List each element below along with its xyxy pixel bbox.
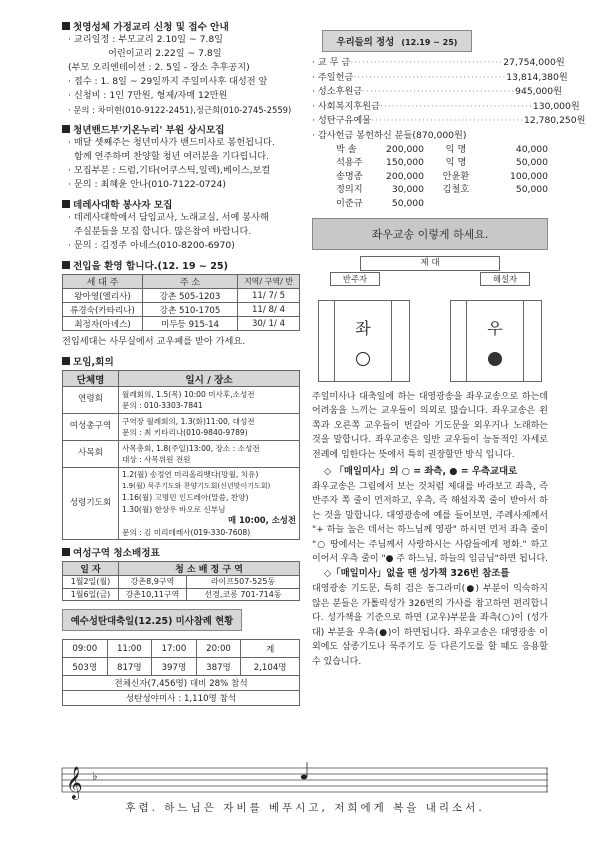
table-cell xyxy=(119,414,300,441)
section-title: 첫영성체 가정교리 신청 및 접수 안내 xyxy=(73,22,229,33)
section-title: 모임,회의 xyxy=(73,357,114,368)
info-line: 주실분들을 모집 합니다. 많은참여 바랍니다. xyxy=(74,226,252,237)
item-amount: 130,000원 xyxy=(532,100,580,112)
section-title: 우리들의 정성 xyxy=(336,37,395,48)
table-cell: 왕아영(엘리사) xyxy=(63,289,143,303)
attendance-table xyxy=(62,639,300,706)
donation-title-box xyxy=(322,30,472,52)
square-bullet-icon xyxy=(62,357,70,365)
group-name: 여성총구역 xyxy=(63,414,119,441)
group-name: 사목회 xyxy=(63,441,119,468)
table-cell: 전체신자(7,456명) 대비 28% 참석 xyxy=(63,676,300,691)
info-line: 어린이교리 2.22일 ~ 7.8일 xyxy=(108,48,222,59)
flat-sign-icon: ♭ xyxy=(92,769,98,783)
table-row xyxy=(63,691,300,706)
table-row xyxy=(63,658,300,676)
subheading: ◇ 「매일미사」의 ○ = 좌측, ● = 우측교대로 xyxy=(324,466,518,478)
section-cleaning xyxy=(62,545,300,601)
table-cell: 11:00 xyxy=(107,640,152,658)
table-cell: 387명 xyxy=(196,658,241,676)
paragraph: 주일미사나 대축일에 하는 대영광송을 좌우교송으로 하는데 어려움을 느끼는 교우들이 의외로 많습니다. 좌우교송은 왼쪽과 오른쪽 교우들이 번갈아 기도문을 외우거나 노래하는 것을 말합니다. 좌우교송은 일반 교우들이 능동적인 자세로 전례에 임한다는 뜻에서 특히 권장할만 방식 입니다. xyxy=(312,392,548,460)
section-youth-band xyxy=(62,122,300,192)
square-bullet-icon xyxy=(62,22,70,30)
period: (12.19 ~ 25) xyxy=(401,38,458,47)
table-cell xyxy=(119,387,300,414)
table-cell: 라이프507-525동 xyxy=(187,576,300,589)
table-cell: 강촌10,11구역 xyxy=(119,588,187,601)
cell-line: 1.9(월) 묵주기도와 찬양기도회(신년맞이기도회) xyxy=(122,481,271,490)
table-row xyxy=(63,289,300,303)
square-bullet-icon xyxy=(62,261,70,269)
item-name: · 주일헌금 xyxy=(312,71,354,83)
table-row xyxy=(63,303,300,317)
cleaning-table xyxy=(62,561,300,601)
giver-amount: 30,000 xyxy=(391,184,424,195)
item-name: · 성탄구유예물 xyxy=(312,115,372,126)
section-first-communion xyxy=(62,19,300,117)
commentator-label: 해설자 xyxy=(480,272,530,286)
info-line: · 문의 : 차미현(010-9122-2451),정근희(010-2745-2559) xyxy=(68,105,292,115)
note-icon xyxy=(301,775,307,780)
giver-amount: 100,000 xyxy=(510,170,548,182)
paragraph: 좌우교송은 그림에서 보는 것처럼 제대를 바라보고 좌측, 즉 반주자 쪽 줄이 먼저하고, 우측, 즉 해설자쪽 줄이 받아서 하는 것을 말합니다. 대영광송에 예를 들어보면, 주례사제께서 "+ 하늘 높은 데서는 하느님께 영광" 하시면 먼저 좌측 줄이 "○ 땅에서는 주님께서 사랑하시는 사람들에게 평화." 하고 이어서 우측 줄이 "● 주 하느님, 하늘의 임금님"하면 됩니다. xyxy=(312,482,549,565)
group-name: 연령회 xyxy=(63,387,119,414)
left-column xyxy=(62,14,300,706)
info-line: · 접수 : 1. 8일 ~ 29일까지 주일미사후 대성전 앞 xyxy=(68,76,268,87)
cell-line: 월례회의, 1.5(목) 10:00 미사후,소성전 xyxy=(122,389,255,399)
section-teresa-college xyxy=(62,197,300,253)
table-header-row xyxy=(63,275,300,289)
list-item: · 사회복지후원금 ······································· 130,000원 xyxy=(312,100,548,115)
altar-diagram xyxy=(312,256,548,384)
square-bullet-icon xyxy=(62,548,70,556)
list-item: · 주일헌금 ······································· 13,814,380원 xyxy=(312,71,548,86)
list-item: · 성탄구유예물 ······································· 12,780,250원 xyxy=(312,114,548,129)
column-header: 세 대 주 xyxy=(63,275,143,289)
table-cell: 30/ 1/ 4 xyxy=(238,317,300,331)
column-header: 일 자 xyxy=(63,562,119,576)
info-line: · 문의 : 최혜윤 안나(010-7122-0724) xyxy=(68,179,226,190)
table-cell: 1월6일(금) xyxy=(63,588,119,601)
giver-amount: 50,000 xyxy=(515,184,548,195)
right-side-label: 우 xyxy=(487,319,503,338)
table-cell: 09:00 xyxy=(63,640,108,658)
table-cell: 미두등 915-14 xyxy=(143,317,238,331)
section-title: 청년밴드부'기온누리' 부원 상시모집 xyxy=(73,125,225,136)
giver-name: 안윤환 xyxy=(442,170,470,182)
table-row xyxy=(63,468,300,540)
giver-amount: 200,000 xyxy=(386,143,424,155)
table-cell: 503명 xyxy=(63,658,108,676)
giver-amount: 150,000 xyxy=(386,157,424,168)
refrain-footer: 후렴. 하느님은 자비를 베푸시고, 저희에게 복을 내리소서. xyxy=(125,802,485,814)
table-cell: 11/ 8/ 4 xyxy=(238,303,300,317)
altar-box: 제 대 xyxy=(360,256,500,271)
table-cell: 20:00 xyxy=(196,640,241,658)
giver-name: 송명종 xyxy=(336,170,363,182)
item-amount: 945,000원 xyxy=(515,86,562,97)
giver-name: 박 솔 xyxy=(336,143,357,155)
meetings-table xyxy=(62,370,300,540)
cell-line: 1.16(월) 고명민 인드레아(말씀, 찬양) xyxy=(122,493,249,502)
cell-line: 사목총회, 1.8(주일)13:00, 장소 : 소성전 xyxy=(122,443,260,453)
cell-line: 1.30(월) 한상우 바오로 신부님 xyxy=(122,504,226,514)
info-line: · 매달 셋째주는 청년미사가 밴드미사로 봉헌됩니다. xyxy=(68,137,275,148)
item-amount: 27,754,000원 xyxy=(503,57,565,68)
table-row xyxy=(63,317,300,331)
cell-line: 문의 : 최 키타리나(010-9840-9789) xyxy=(122,428,248,437)
info-line: · 모집부분 : 드럼,기타(어쿠스틱,일렉),베이스,보컬 xyxy=(68,165,271,176)
column-header: 일시 / 장소 xyxy=(119,371,300,387)
giver-name: 익 명 xyxy=(445,143,467,155)
info-line: · 문의 : 김정주 아네스(010-8200-6970) xyxy=(68,240,235,251)
item-amount: 12,780,250원 xyxy=(524,115,586,126)
item-name: · 성소후원금 xyxy=(312,86,363,97)
table-cell: 2,104명 xyxy=(241,658,300,676)
cell-line: 매 10:00, 소성전 xyxy=(227,515,296,525)
table-row xyxy=(63,640,300,658)
giver-amount: 50,000 xyxy=(515,157,548,168)
column-header: 단체명 xyxy=(63,371,119,387)
giver-amount: 40,000 xyxy=(515,143,548,155)
column-header: 청 소 배 정 구 역 xyxy=(119,562,300,576)
info-line: · 신청비 : 1인 7만원, 형제/자매 12만원 xyxy=(68,90,228,101)
welcome-note: 전입세대는 사무실에서 교우패를 받아 가세요. xyxy=(62,336,246,347)
black-circle-icon xyxy=(488,352,502,366)
table-cell: 11/ 7/ 5 xyxy=(238,289,300,303)
subheading: ◇「매일미사」없을 땐 성가책 326번 참조를 xyxy=(324,568,510,580)
right-column xyxy=(312,30,586,669)
section-meetings xyxy=(62,354,300,540)
list-item: · 교 무 금 ······································· 27,754,000원 xyxy=(312,56,548,71)
giver-name: 정의지 xyxy=(336,184,363,195)
table-header-row xyxy=(63,371,300,387)
giver-name: 익 명 xyxy=(445,157,467,168)
accompanist-label: 반주자 xyxy=(330,272,380,286)
table-cell: 397명 xyxy=(152,658,197,676)
table-cell: 강촌 510-1705 xyxy=(143,303,238,317)
section-title: 전입을 환영 합니다.(12. 19 ~ 25) xyxy=(73,261,228,272)
table-cell: 강촌 505-1203 xyxy=(143,289,238,303)
section-title: 데레사대학 봉사자 모집 xyxy=(73,200,173,211)
table-cell: 강촌8,9구역 xyxy=(119,576,187,589)
table-row xyxy=(63,441,300,468)
table-cell: 성탄성야미사 : 1,110명 참석 xyxy=(63,691,300,706)
giver-name: 김철호 xyxy=(442,184,470,195)
givers-grid xyxy=(336,143,548,211)
table-cell: 17:00 xyxy=(152,640,197,658)
column-header: 지역/ 구역/ 반 xyxy=(238,275,300,289)
table-cell: 817명 xyxy=(107,658,152,676)
table-row xyxy=(63,414,300,441)
table-cell xyxy=(119,441,300,468)
info-line: (부모 오리엔테이션 : 2. 5일 - 장소 추후공지) xyxy=(68,62,250,73)
cell-line: 구역장 월례회의, 1.3(화)11:00, 대성전 xyxy=(122,416,255,426)
group-name: 성령기도회 xyxy=(63,468,119,540)
table-header-row xyxy=(63,562,300,576)
info-line: 함께 연주하며 찬양할 청년 여러분을 기다립니다. xyxy=(74,151,270,162)
table-cell: 선경,코롱 701-714동 xyxy=(187,588,300,601)
item-name: · 사회복지후원금 xyxy=(312,100,380,112)
table-row xyxy=(63,576,300,589)
giver-amount: 200,000 xyxy=(386,170,424,182)
info-line: · 데레사대학에서 담임교사, 노래교실, 서예 봉사해 xyxy=(68,212,269,223)
white-circle-icon xyxy=(356,352,370,366)
welcome-table xyxy=(62,274,300,331)
item-name: · 교 무 금 xyxy=(312,57,351,68)
treble-clef-icon: 𝄞 xyxy=(66,766,83,799)
giver-name: 석용주 xyxy=(336,157,363,168)
cell-line: 문의 : 010-3303-7841 xyxy=(122,401,203,410)
section-title: 예수성탄대축일(12.25) 미사참례 현황 xyxy=(62,609,242,631)
donation-list xyxy=(312,56,586,210)
table-cell: 류경숙(카타리나) xyxy=(63,303,143,317)
item-amount: 13,814,380원 xyxy=(506,71,568,83)
table-cell: 최정자(아녜스) xyxy=(63,317,143,331)
right-pew-inner xyxy=(466,300,524,382)
music-staff xyxy=(62,760,548,800)
table-row xyxy=(63,387,300,414)
square-bullet-icon xyxy=(62,200,70,208)
left-side-label: 좌 xyxy=(355,319,371,338)
table-cell: 계 xyxy=(241,640,300,658)
thanks-line: · 감사헌금 봉헌하신 분들(870,000원) xyxy=(312,129,467,141)
section-title: 여성구역 청소배정표 xyxy=(73,548,160,559)
left-pew-inner xyxy=(334,300,392,382)
cell-line: 1.2(월) 송정연 미리올리벳다(망월, 치유) xyxy=(122,470,259,479)
table-row xyxy=(63,676,300,691)
cell-line: 대상 : 사목위원 전원 xyxy=(122,455,191,464)
giver-name: 이준규 xyxy=(336,197,363,209)
list-item: · 성소후원금 ······································· 945,000원 xyxy=(312,85,548,100)
column-header: 주 소 xyxy=(143,275,238,289)
section-christmas-attendance xyxy=(62,609,300,706)
info-line: · 교리일정 : 부모교리 2.10일 ~ 7.8일 xyxy=(68,34,224,45)
table-cell xyxy=(119,468,300,540)
giver-amount: 50,000 xyxy=(391,197,424,209)
table-cell: 1월2일(월) xyxy=(63,576,119,589)
square-bullet-icon xyxy=(62,125,70,133)
antiphon-banner: 좌우교송 이렇게 하세요. xyxy=(312,218,548,250)
cell-line: 문의 : 김 미리데레사(019-330-7608) xyxy=(122,527,251,537)
paragraph: 대영광송 기도문, 특히 검은 동그라미(●) 부분이 익숙하지 않은 분들은 가톨릭성가 326번의 가사를 참고하면 편리합니다. 성가책을 기준으로 하면 (교우)부분을 좌측(○)이 (성가대) 부분을 우측(●)이 하면됩니다. 좌우교송은 대영광송 이외에도 삼종기도나 묵주기도 등 다른기도를 할 때도 응용할 수 있습니다. xyxy=(312,584,548,667)
table-row xyxy=(63,588,300,601)
section-welcome xyxy=(62,258,300,349)
